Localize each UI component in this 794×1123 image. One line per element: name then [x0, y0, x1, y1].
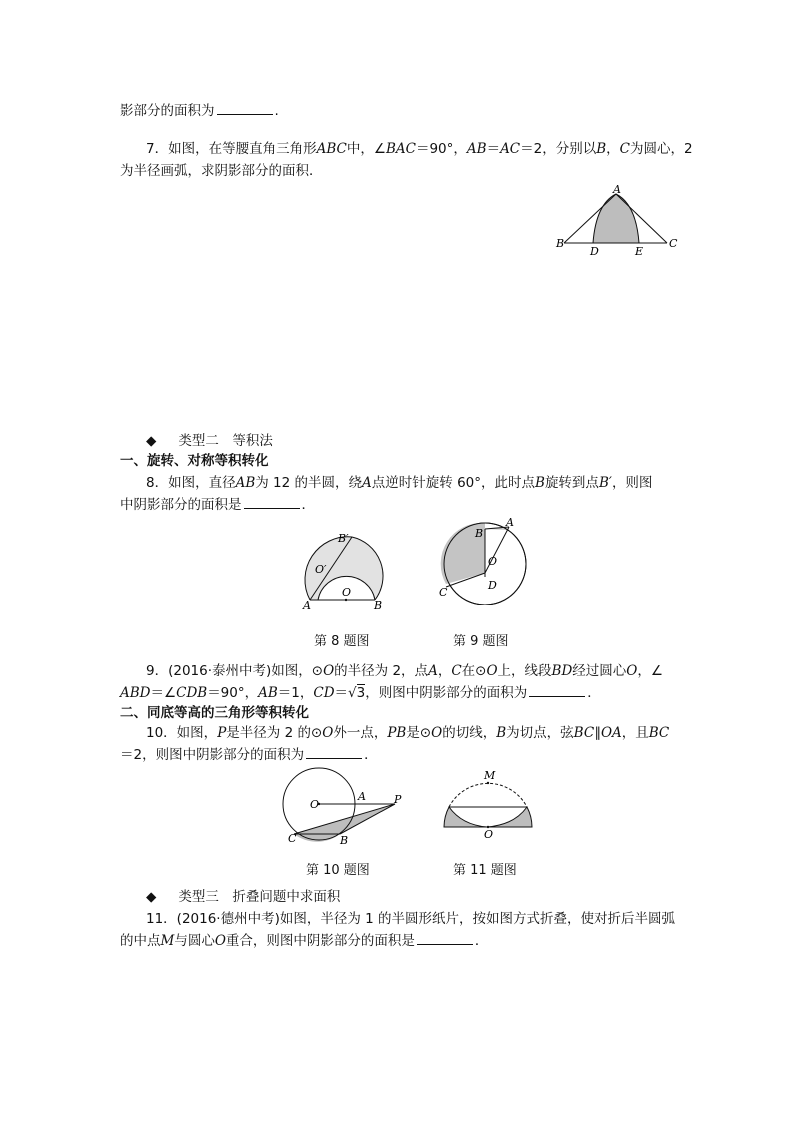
- q9-label-d: D: [488, 579, 497, 592]
- q11-line1: [146, 910, 675, 928]
- type3-title: 类型三 折叠问题中求面积: [178, 889, 341, 905]
- q9-abd: ABD: [120, 685, 151, 701]
- q8-a: A: [362, 475, 372, 491]
- q11-o: O: [214, 933, 226, 949]
- q8-label-o: O: [342, 586, 352, 599]
- q10-b: B: [496, 725, 507, 741]
- q11-text-a: 的中点: [120, 933, 161, 949]
- q10-o2: O: [431, 725, 443, 741]
- q6-tail-text: 影部分的面积为: [120, 103, 215, 119]
- q7-comma: ，: [606, 141, 620, 157]
- q8-b: B: [535, 475, 545, 491]
- q8-label-a: A: [303, 599, 311, 612]
- q7-bac: BAC: [385, 141, 416, 157]
- fig10-caption: 第 10 题图: [306, 863, 370, 878]
- q9-label-a: A: [506, 516, 514, 529]
- q9-text-l2b: ＝90°，: [207, 685, 259, 701]
- q11-label-m: M: [484, 769, 496, 782]
- q7-text-line2: 为半径画弧，求阴影部分的面积．: [120, 163, 323, 179]
- fig8-caption: 第 8 题图: [314, 634, 370, 649]
- q7-abc: ABC: [316, 141, 347, 157]
- q10-label-b: B: [340, 834, 349, 846]
- answer-blank-q10: [306, 746, 362, 759]
- diamond-bullet-icon: ◆: [146, 433, 157, 449]
- diamond-bullet-icon: ◆: [146, 889, 157, 905]
- q11-text-b: 与圆心: [174, 933, 215, 949]
- q9-text-l2a: ＝∠: [150, 685, 177, 701]
- q7-text-e: 为圆心，2: [630, 141, 693, 157]
- q7-c: C: [619, 141, 631, 157]
- q8-line2: [120, 496, 315, 514]
- q7-text-c: ＝90°，: [415, 141, 467, 157]
- q7-label-e: E: [635, 245, 644, 258]
- q9-comma: ，: [437, 663, 452, 679]
- q10-text-g: ∥: [594, 725, 601, 741]
- q9-a: A: [428, 663, 438, 679]
- figure-q8: [288, 516, 388, 612]
- subsection-1-title: 一、旋转、对称等积转化: [120, 453, 269, 469]
- q6-end: .: [274, 103, 279, 119]
- q7-shaded-region: [593, 194, 639, 243]
- type3-header: [146, 888, 340, 906]
- answer-blank-q8: [244, 496, 300, 509]
- q9-text-d: 上，线段: [497, 663, 552, 679]
- q8-text-line2: 中阴影部分的面积是: [120, 497, 242, 513]
- q7-eq: ＝: [486, 141, 501, 157]
- q10-label-o: O: [310, 798, 320, 811]
- q8-label-oprime: O′: [315, 563, 327, 576]
- q8-line1: [146, 474, 652, 492]
- q9-label-c: C: [439, 586, 448, 599]
- q10-text-f: 为切点，弦: [506, 725, 574, 741]
- q8-text-a: 8．如图，直径: [146, 475, 236, 491]
- q8-text-c: 点逆时针旋转 60°，此时点: [371, 475, 536, 491]
- q7-label-a: A: [613, 184, 621, 196]
- q9-text-f: ，∠: [637, 663, 663, 679]
- fig11-caption: 第 11 题图: [453, 863, 517, 878]
- subsection-2-title: 二、同底等高的三角形等积转化: [120, 705, 309, 721]
- q8-label-b: B: [374, 599, 383, 612]
- q9-text-e: 经过圆心: [572, 663, 627, 679]
- q10-text-l2a: ＝2，则图中阴影部分的面积为: [120, 747, 305, 763]
- q11-m: M: [160, 933, 175, 949]
- q10-text-a: 10．如图，: [146, 725, 218, 741]
- q10-oa: OA: [600, 725, 622, 741]
- q9-cd: CD: [313, 685, 335, 701]
- q10-bc2: BC: [648, 725, 670, 741]
- q7-label-c: C: [669, 237, 678, 250]
- answer-blank-q9: [529, 684, 585, 697]
- q10-bc: BC: [573, 725, 595, 741]
- q9-text-l2c: ＝1，: [277, 685, 314, 701]
- figure-q7: [552, 184, 682, 260]
- q11-label-o: O: [484, 828, 494, 841]
- figure-q10: [282, 762, 406, 846]
- q9-bd: BD: [551, 663, 573, 679]
- q7-text-d: ＝2，分别以: [520, 141, 597, 157]
- q11-shaded-right: [487, 807, 532, 827]
- q8-text-e: ，则图: [611, 475, 653, 491]
- q9-line1: [146, 662, 663, 680]
- subsection-2: [120, 704, 309, 722]
- q9-cdb: CDB: [176, 685, 208, 701]
- q7-line2: [120, 162, 323, 180]
- answer-blank-q6: [217, 102, 273, 115]
- q10-label-a: A: [358, 790, 366, 803]
- q8-label-bprime: B′: [338, 532, 349, 545]
- q10-label-p: P: [394, 793, 402, 806]
- q10-p: P: [217, 725, 227, 741]
- q10-text-e: 的切线，: [442, 725, 497, 741]
- q7-text-a: 7．如图，在等腰直角三角形: [146, 141, 317, 157]
- q9-o2: O: [486, 663, 498, 679]
- q9-text-c: 在⊙: [461, 663, 487, 679]
- q7-text-b: 中，∠: [346, 141, 386, 157]
- q11-text-line1: 11．(2016·德州中考)如图，半径为 1 的半圆形纸片，按如图方式折叠，使对折后半圆弧: [146, 911, 676, 927]
- q10-pb: PB: [387, 725, 407, 741]
- q10-line1: [146, 724, 669, 742]
- q8-text-b: 为 12 的半圆，绕: [255, 475, 363, 491]
- q9-line2: [120, 684, 601, 702]
- q9-o: O: [323, 663, 335, 679]
- q9-text-l2d: ＝: [334, 685, 349, 701]
- sqrt-icon: √: [348, 685, 357, 701]
- q9-text-a: 9．(2016·泰州中考)如图，⊙: [146, 663, 324, 679]
- q7-ab: AB: [466, 141, 487, 157]
- q11-line2: [120, 932, 488, 950]
- q6-tail-line: [120, 102, 279, 120]
- q9-label-o: O: [488, 555, 498, 568]
- q7-label-d: D: [590, 245, 599, 258]
- q11-shaded-left: [444, 807, 487, 827]
- q10-text-d: 是⊙: [406, 725, 432, 741]
- q8-bprime: B′: [598, 475, 612, 491]
- q8-ab: AB: [235, 475, 256, 491]
- q7-b: B: [596, 141, 607, 157]
- q10-label-c: C: [288, 832, 297, 845]
- fig9-caption: 第 9 题图: [453, 634, 509, 649]
- q10-o: O: [322, 725, 334, 741]
- q11-text-c: 重合，则图中阴影部分的面积是: [225, 933, 415, 949]
- q9-end: ．: [587, 685, 601, 701]
- q9-text-b: 的半径为 2，点: [334, 663, 429, 679]
- q7-label-b: B: [556, 237, 565, 250]
- subsection-1: [120, 452, 269, 470]
- q10-text-c: 外一点，: [333, 725, 388, 741]
- q8-text-d: 旋转到点: [544, 475, 599, 491]
- answer-blank-q11: [417, 932, 473, 945]
- q9-text-l2e: ，则图中阴影部分的面积为: [365, 685, 528, 701]
- q10-text-h: ，且: [621, 725, 649, 741]
- q9-label-b: B: [475, 527, 484, 540]
- q9-ab: AB: [258, 685, 278, 701]
- q8-end: ．: [301, 497, 315, 513]
- q9-c: C: [451, 663, 462, 679]
- type2-title: 类型二 等积法: [178, 433, 273, 449]
- figure-q9: [436, 515, 534, 605]
- q9-sqrt3: 3: [356, 685, 366, 701]
- q9-o3: O: [626, 663, 638, 679]
- q10-text-b: 是半径为 2 的⊙: [226, 725, 323, 741]
- q11-end: ．: [474, 933, 489, 949]
- q10-end: ．: [364, 747, 378, 763]
- figure-q11: [438, 768, 538, 842]
- type2-header: [146, 432, 273, 450]
- q7-line1: [146, 140, 693, 158]
- q7-ac: AC: [500, 141, 521, 157]
